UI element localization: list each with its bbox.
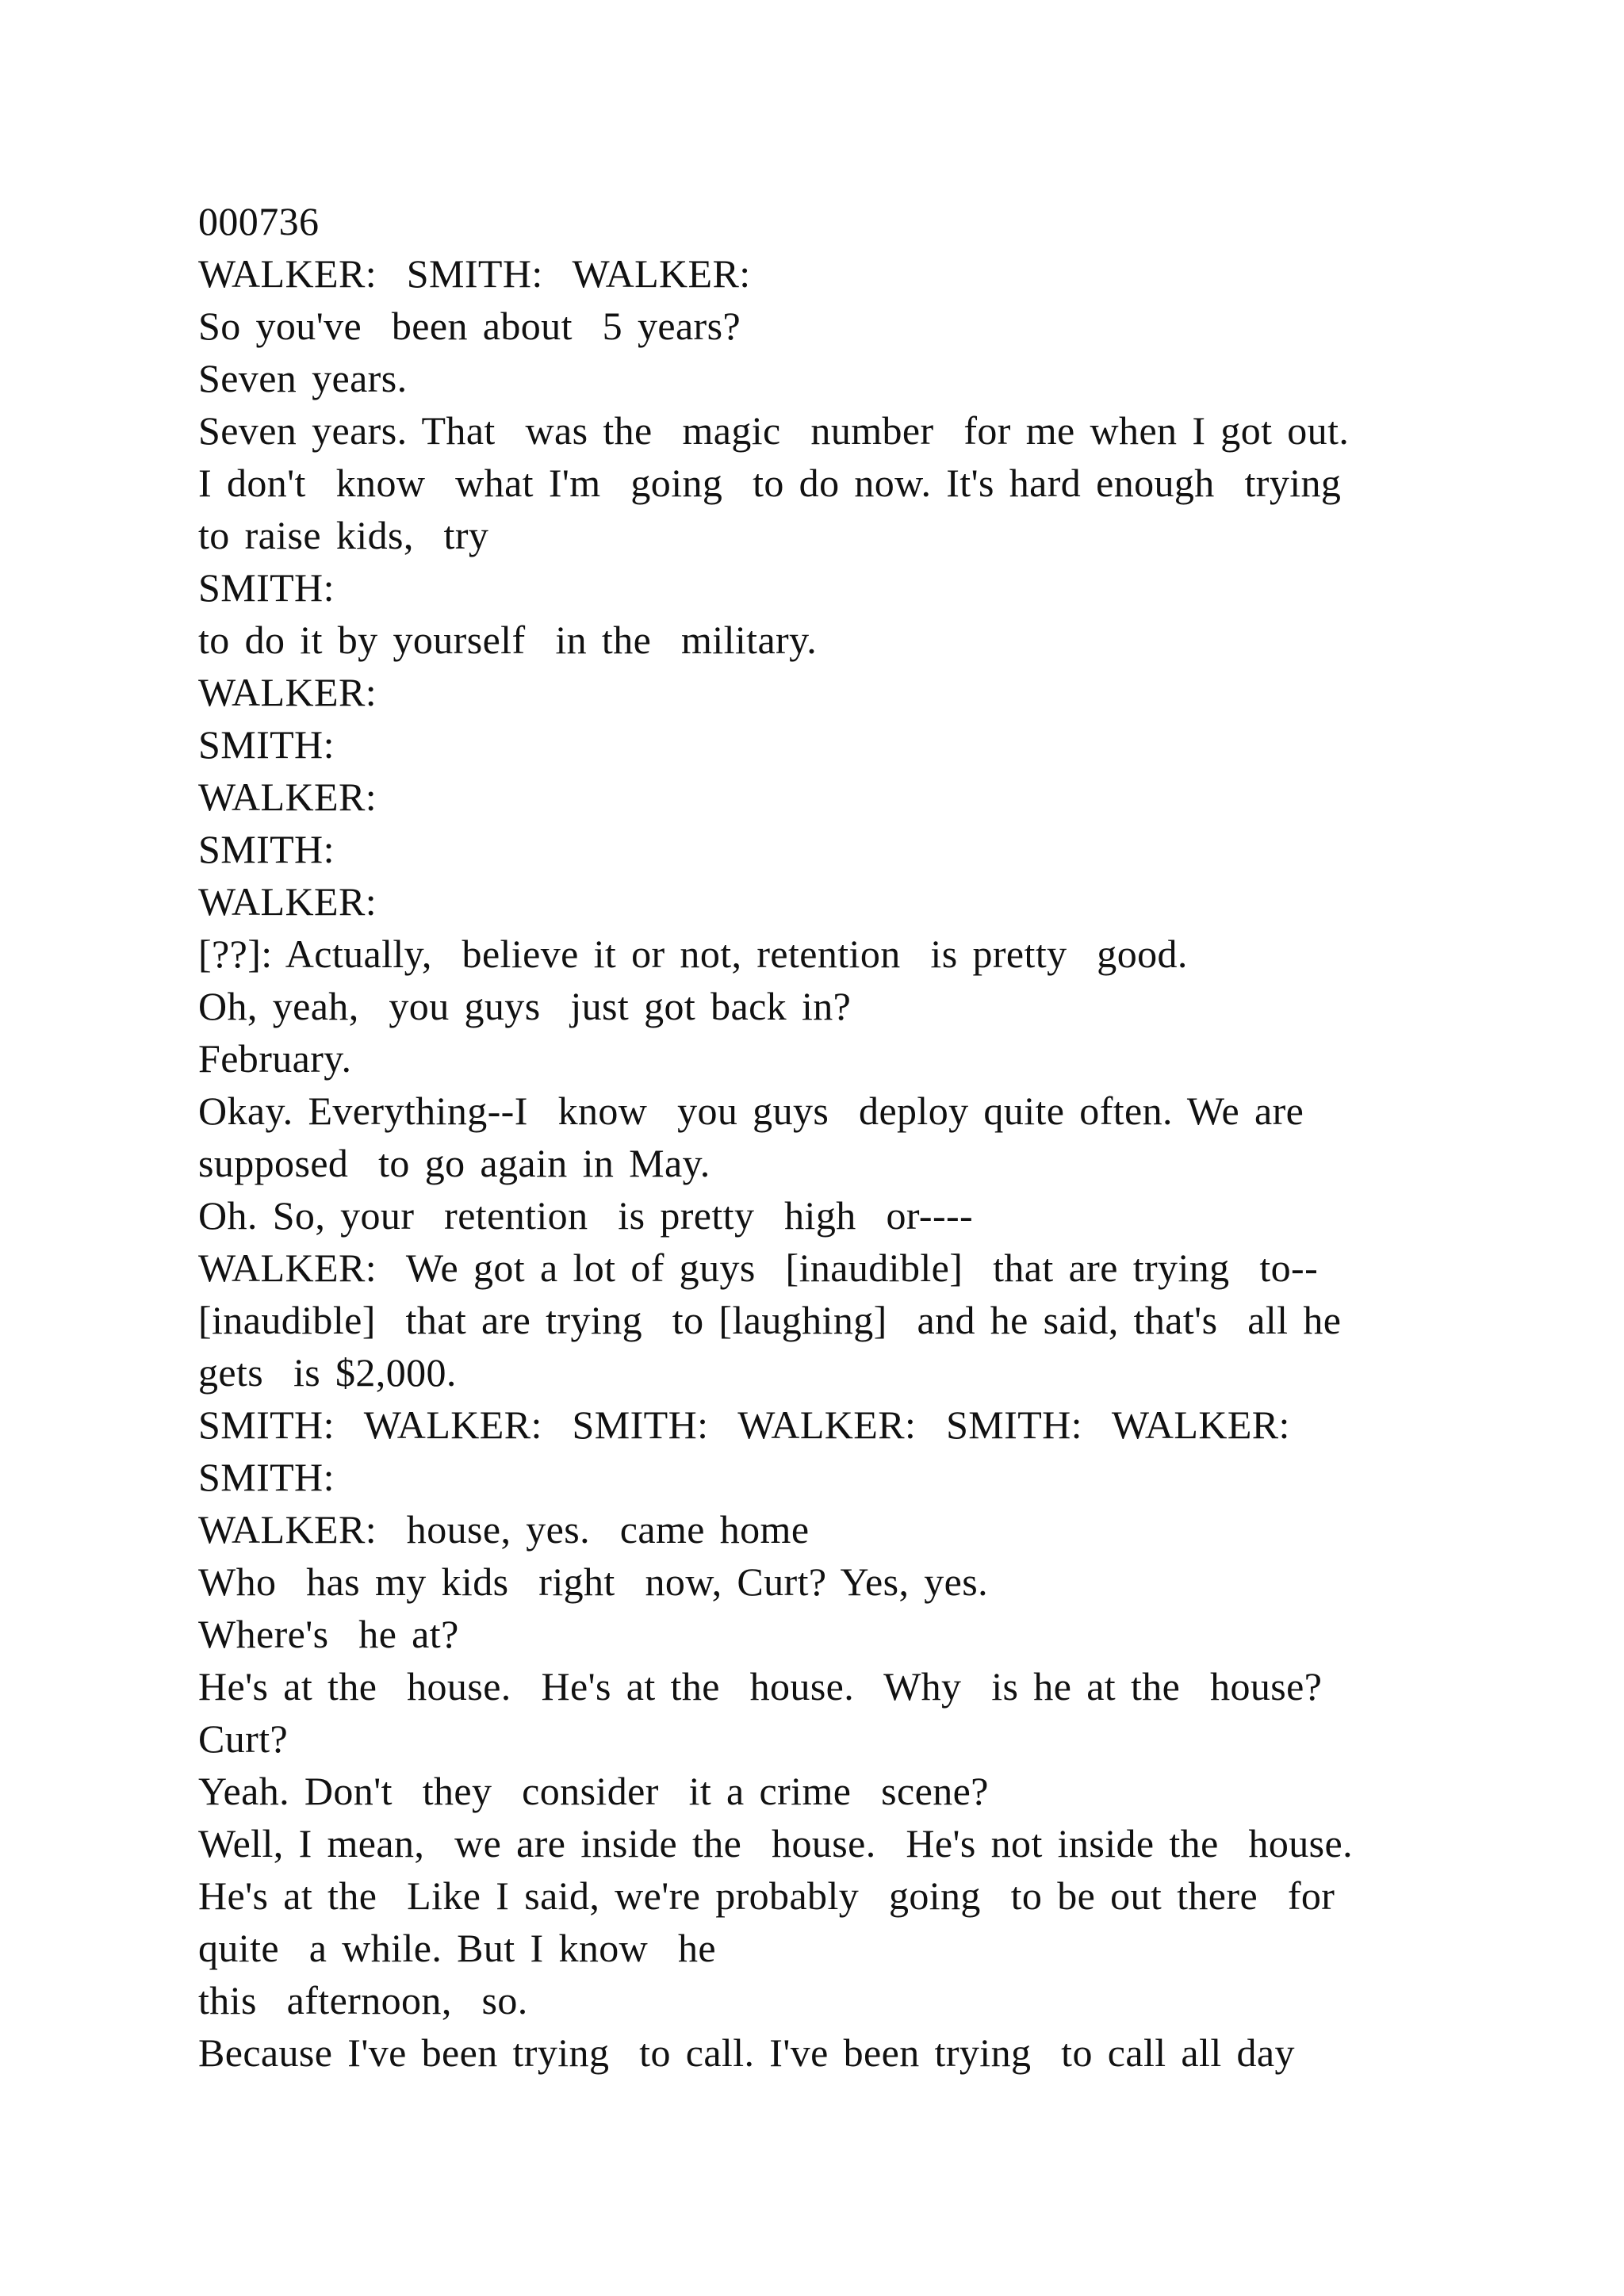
transcript-line: February. bbox=[198, 1036, 352, 1081]
transcript-line: supposed to go again in May. bbox=[198, 1141, 710, 1185]
transcript-line: WALKER: We got a lot of guys [inaudible] that are trying to-- bbox=[198, 1246, 1319, 1290]
transcript-line: [??]: Actually, believe it or not, retention is pretty good. bbox=[198, 932, 1188, 976]
transcript-line: to raise kids, try bbox=[198, 513, 489, 557]
transcript-line: SMITH: bbox=[198, 1455, 335, 1499]
transcript-line: Where's he at? bbox=[198, 1612, 459, 1656]
transcript-line: Yeah. Don't they consider it a crime scene? bbox=[198, 1769, 989, 1813]
transcript-line: Because I've been trying to call. I've been trying to call all day bbox=[198, 2030, 1295, 2075]
transcript-line: Oh, yeah, you guys just got back in? bbox=[198, 984, 852, 1028]
page-number: 000736 bbox=[198, 199, 320, 243]
transcript-line: Well, I mean, we are inside the house. He's not inside the house. bbox=[198, 1821, 1354, 1866]
transcript-line: He's at the Like I said, we're probably going to be out there for bbox=[198, 1873, 1335, 1918]
transcript-line: Seven years. That was the magic number for me when I got out. bbox=[198, 408, 1350, 453]
transcript-line: WALKER: bbox=[198, 879, 377, 924]
transcript-text bbox=[198, 195, 1483, 2079]
transcript-line: Okay. Everything--I know you guys deploy quite often. We are bbox=[198, 1089, 1304, 1133]
transcript-line: quite a while. But I know he bbox=[198, 1926, 716, 1970]
transcript-line: SMITH: bbox=[198, 722, 335, 767]
transcript-line: Who has my kids right now, Curt? Yes, yes. bbox=[198, 1559, 989, 1604]
transcript-line: SMITH: WALKER: SMITH: WALKER: SMITH: WALKER: bbox=[198, 1402, 1290, 1447]
transcript-line: this afternoon, so. bbox=[198, 1978, 528, 2022]
transcript-line: WALKER: bbox=[198, 775, 377, 819]
transcript-line: Curt? bbox=[198, 1716, 289, 1761]
transcript-line: WALKER: bbox=[198, 670, 377, 714]
transcript-line: Seven years. bbox=[198, 356, 408, 400]
transcript-line: SMITH: bbox=[198, 827, 335, 871]
transcript-line: So you've been about 5 years? bbox=[198, 304, 741, 348]
transcript-line: SMITH: bbox=[198, 565, 335, 610]
transcript-line: Oh. So, your retention is pretty high or---- bbox=[198, 1193, 974, 1238]
transcript-line: WALKER: SMITH: WALKER: bbox=[198, 251, 751, 296]
transcript-line: WALKER: house, yes. came home bbox=[198, 1507, 810, 1552]
transcript-line: He's at the house. He's at the house. Why is he at the house? bbox=[198, 1664, 1323, 1709]
transcript-line: to do it by yourself in the military. bbox=[198, 618, 818, 662]
transcript-line: gets is $2,000. bbox=[198, 1350, 457, 1395]
transcript-line: [inaudible] that are trying to [laughing] and he said, that's all he bbox=[198, 1298, 1342, 1342]
transcript-line: I don't know what I'm going to do now. It's hard enough trying bbox=[198, 461, 1342, 505]
